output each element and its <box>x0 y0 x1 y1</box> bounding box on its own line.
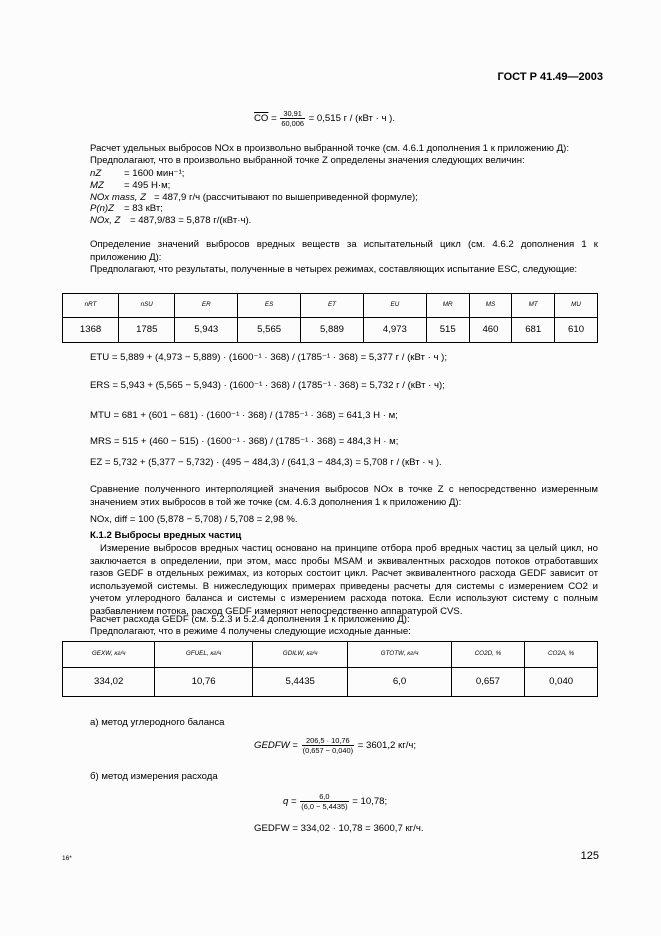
eq-co-fraction: $\frac{30,91}{60,006}$ <box>281 109 304 128</box>
sheet-mark: 16* <box>62 855 72 862</box>
esc-results-table <box>62 293 598 343</box>
equation-gedfw-a: GEDFW = $\frac{206,5 \cdot 10,76}{(0,657 - 0,040)}$ = 3601,2 кг/ч; <box>254 736 417 755</box>
list-item: NOx mass, Z = 487,9 г/ч (рассчитывают по вышеприведенной формуле); <box>90 191 418 203</box>
section-title: К.1.2 Выбросы вредных частиц <box>90 530 242 541</box>
paragraph-esc-results: Предполагают, что результаты, полученные в четырех режимах, составляющих испытание ESC, следующие: <box>90 264 578 275</box>
method-carbon-balance: а) метод углеродного баланса <box>90 717 225 728</box>
paragraph-cycle-def: Определение значений выбросов вредных веществ за испытательный цикл (см. 4.6.2 дополнения 1 к приложению Д): <box>90 239 598 263</box>
paragraph-particulates: Измерение выбросов вредных частиц основано на принципе отбора проб вредных частиц за целый цикл, но заключается в определении, при этом, масс пробы MSAM и эквивалентных расходов потоков отработавших газов GEDF в отдельных режимах, из которых состоит цикл. Расчет эквивалентного расхода GEDF зависит от используемой системы. В нижеследующих примерах приведены расчеты для системы с измерением CO2 и учетом углеродного баланса и системы с измерением расхода потока. Если используют систему с полным разбавлением потока, расход GEDF измеряют непосредственно аппаратурой CVS. <box>90 543 598 617</box>
standard-header: ГОСТ Р 41.49—2003 <box>497 71 603 83</box>
table-row: 334,02 10,76 5,4435 6,0 0,657 0,040 <box>63 668 598 697</box>
equation-ez: EZ = 5,732 + (5,377 − 5,732) · (495 − 484,3) / (641,3 − 484,3) = 5,708 г / (кВт · ч ). <box>90 457 442 468</box>
eq-co-lhs: $\overline{CO}$ <box>254 113 269 125</box>
equation-nox-diff: NOx, diff = 100 (5,878 − 5,708) / 5,708 = 2,98 %. <box>90 514 298 525</box>
eq-co-rhs: 0,515 г / (кВт · ч ). <box>316 113 395 125</box>
list-item: MZ = 495 Н·м; <box>90 179 171 191</box>
equation-ers: ERS = 5,943 + (5,565 − 5,943) · (1600⁻¹ · 368) / (1785⁻¹ · 368) = 5,732 г / (кВт · ч); <box>90 380 445 391</box>
equation-mrs: MRS = 515 + (460 − 515) · (1600⁻¹ · 368) / (1785⁻¹ · 368) = 484,3 Н · м; <box>90 436 399 447</box>
paragraph-gedf-calc: Расчет расхода GEDF (см. 5.2.3 и 5.2.4 дополнения 1 к приложению Д): <box>90 614 410 625</box>
paragraph-nox-calc: Расчет удельных выбросов NOx в произвольно выбранной точке (см. 4.6.1 дополнения 1 к приложению Д): <box>90 143 570 154</box>
equation-mtu: MTU = 681 + (601 − 681) · (1600⁻¹ · 368) / (1785⁻¹ · 368) = 641,3 Н · м; <box>90 410 398 421</box>
variable-list <box>90 168 418 227</box>
equation-co: $\overline{CO}$ = $\frac{30,91}{60,006}$ = 0,515 г / (кВт · ч ). <box>254 109 395 128</box>
list-item: P(n)Z = 83 кВт; <box>90 203 163 215</box>
equation-q: q = $\frac{6,0}{(6,0 - 5,4435)}$ = 10,78; <box>283 792 388 811</box>
equation-gedfw-b: GEDFW = 334,02 · 10,78 = 3600,7 кг/ч. <box>254 823 424 834</box>
table-row: 1368 1785 5,943 5,565 5,889 4,973 515 460 681 610 <box>63 318 598 343</box>
paragraph-comparison: Сравнение полученного интерполяцией значения выбросов NOx в точке Z с непосредственно измеренным значением этих выбросов в той же точке (см. 4.6.3 дополнения 1 к приложению Д): <box>90 484 598 508</box>
list-item: NOx, Z = 487,9/83 = 5,878 г/(кВт·ч). <box>90 215 252 227</box>
method-flow-measurement: б) метод измерения расхода <box>90 771 218 782</box>
mode4-input-table <box>62 641 598 697</box>
eq-a-fraction: $\frac{206,5 \cdot 10,76}{(0,657 - 0,040)}$ <box>302 736 354 755</box>
paragraph-mode4: Предполагают, что в режиме 4 получены следующие исходные данные: <box>90 626 411 637</box>
table-header-row: nRT nSU ER ES ET EU MR MS MT MU <box>63 294 598 318</box>
page-number: 125 <box>580 850 599 862</box>
equation-etu: ETU = 5,889 + (4,973 − 5,889) · (1600⁻¹ · 368) / (1785⁻¹ · 368) = 5,377 г / (кВт · ч ); <box>90 352 447 363</box>
list-item: nZ = 1600 мин⁻¹; <box>90 168 185 179</box>
paragraph-assume-z: Предполагают, что в произвольно выбранной точке Z определены значения следующих величин: <box>90 155 525 166</box>
eq-b-fraction: $\frac{6,0}{(6,0 - 5,4435)}$ <box>301 792 348 811</box>
table-header-row: GEXW, кг/ч GFUEL, кг/ч GDILW, кг/ч GTOTW, кг/ч CO2D, % CO2A, % <box>63 642 598 668</box>
